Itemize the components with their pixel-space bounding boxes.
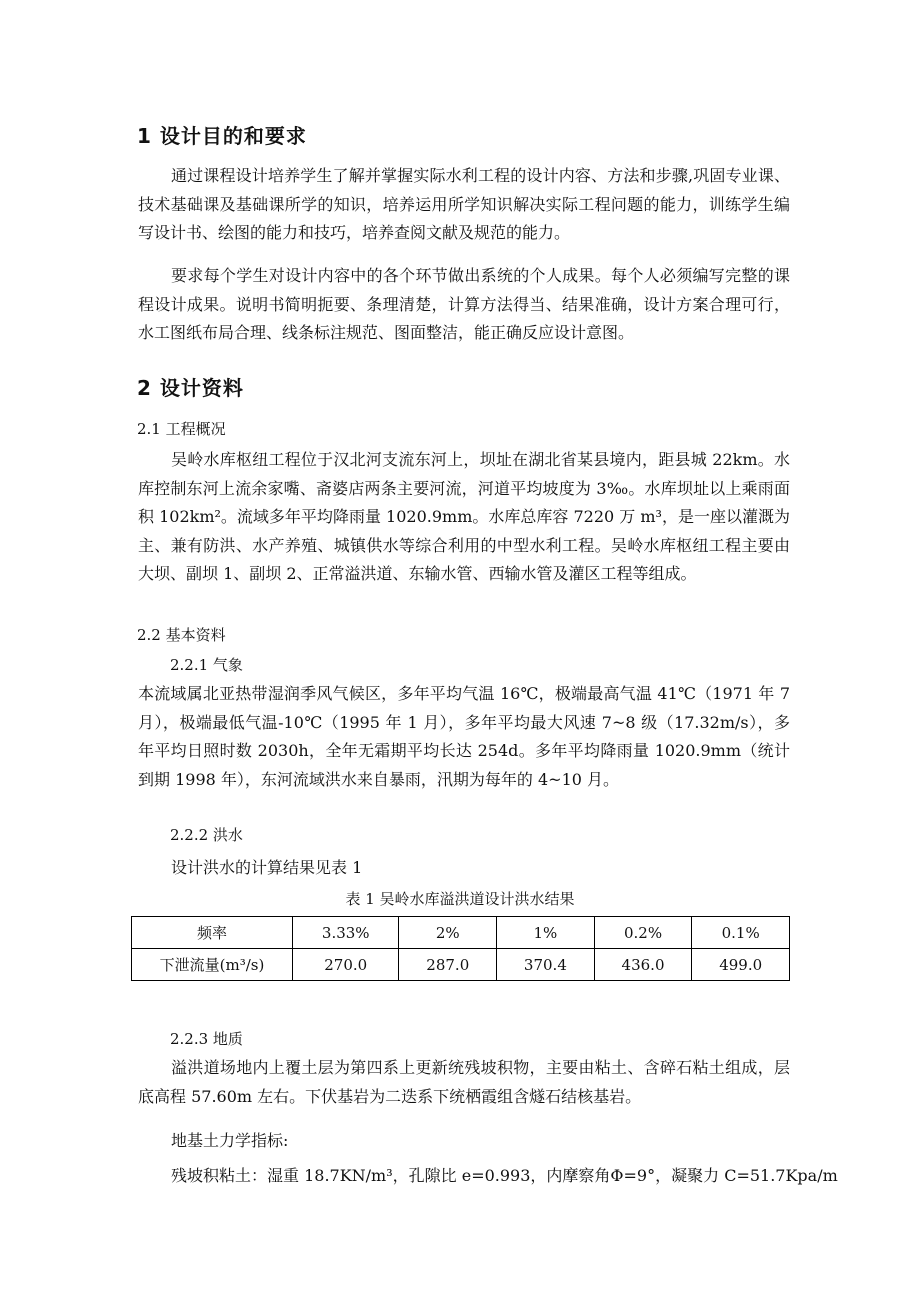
table-cell: 436.0 [594,949,692,981]
table-cell: 499.0 [692,949,790,981]
table-reference-line: 设计洪水的计算结果见表 1 [171,858,363,877]
table-cell: 370.4 [497,949,595,981]
section-2-1-paragraph: 吴岭水库枢纽工程位于汉北河支流东河上，坝址在湖北省某县境内，距县城 22km。水库控制东河上流余家嘴、斋婆店两条主要河流，河道平均坡度为 3‰。水库坝址以上乘雨面积 102km²。流域多年平均降雨量 1020.9mm。水库总库容 7220 万 m³，是一座以灌溉为主、兼有防洪、水产养殖、城镇供水等综合利用的中型水利工程。吴岭水库枢纽工程主要由大坝、副坝 1、副坝 2、正常溢洪道、东输水管、西输水管及灌区工程等组成。 [138,450,790,583]
section-2-2-heading: 2.2 基本资料 [137,626,226,644]
table-cell: 0.2% [594,917,692,949]
table-cell: 270.0 [293,949,399,981]
table-cell: 3.33% [293,917,399,949]
flood-results-table [131,916,790,981]
section-2-heading: 2 设计资料 [137,376,244,400]
soil-indicators-label: 地基土力学指标: [171,1131,289,1150]
table-cell: 2% [399,917,497,949]
section-2-2-3-heading: 2.2.3 地质 [170,1030,243,1048]
table-cell: 下泄流量(m³/s) [132,949,293,981]
section-2-2-1-heading: 2.2.1 气象 [170,656,243,674]
section-2-2-1-paragraph: 本流域属北亚热带湿润季风气候区，多年平均气温 16℃，极端最高气温 41℃（1971 年 7 月），极端最低气温-10℃（1995 年 1 月），多年平均最大风速 7~8 级（17.32m/s），多年平均日照时数 2030h，全年无霜期平均长达 254d。多年平均降雨量 1020.9mm（统计到期 1998 年），东河流域洪水来自暴雨，汛期为每年的 4~10 月。 [138,684,790,789]
section-2-2-2-heading: 2.2.2 洪水 [170,826,243,844]
table-1-caption: 表 1 吴岭水库溢洪道设计洪水结果 [345,890,575,908]
section-2-1-heading: 2.1 工程概况 [137,420,226,438]
table-cell: 频率 [132,917,293,949]
section-2-2-3-paragraph: 溢洪道场地内上覆土层为第四系上更新统残坡积物，主要由粘土、含碎石粘土组成，层底高程 57.60m 左右。下伏基岩为二迭系下统栖霞组含燧石结核基岩。 [138,1058,790,1106]
table-row-frequency [132,917,790,949]
table-row-discharge [132,949,790,981]
table-cell: 287.0 [399,949,497,981]
table-cell: 0.1% [692,917,790,949]
table-cell: 1% [497,917,595,949]
section-1-paragraph-2: 要求每个学生对设计内容中的各个环节做出系统的个人成果。每个人必须编写完整的课程设计成果。说明书简明扼要、条理清楚，计算方法得当、结果准确，设计方案合理可行，水工图纸布局合理、线条标注规范、图面整洁，能正确反应设计意图。 [138,266,790,342]
soil-indicators-line: 残坡积粘土：湿重 18.7KN/m³，孔隙比 e=0.993，内摩察角Φ=9°，凝聚力 C=51.7Kpa/m [171,1166,838,1185]
section-1-heading: 1 设计目的和要求 [137,124,307,148]
section-1-paragraph-1: 通过课程设计培养学生了解并掌握实际水利工程的设计内容、方法和步骤,巩固专业课、技术基础课及基础课所学的知识，培养运用所学知识解决实际工程问题的能力，训练学生编写设计书、绘图的能力和技巧，培养查阅文献及规范的能力。 [138,166,790,242]
